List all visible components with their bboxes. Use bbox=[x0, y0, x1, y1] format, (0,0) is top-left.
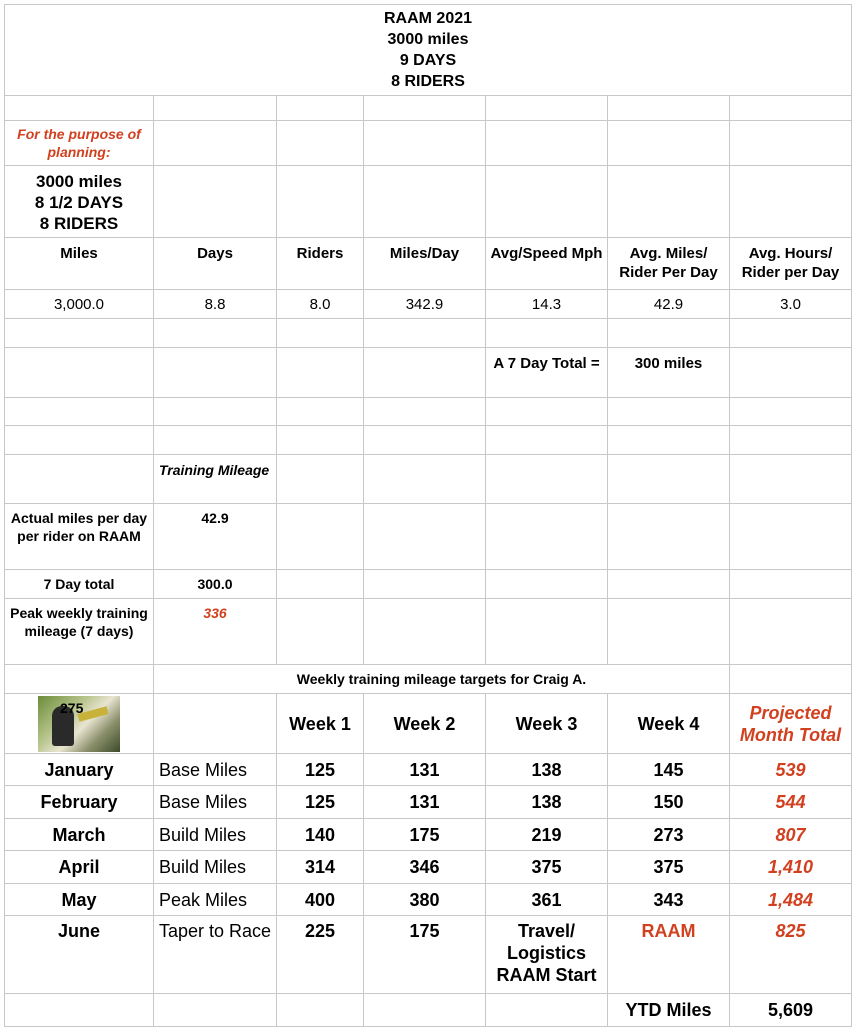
empty-cell bbox=[730, 599, 852, 665]
title-cell bbox=[5, 5, 852, 96]
empty-cell bbox=[364, 398, 486, 426]
month-total: 1,484 bbox=[730, 884, 852, 916]
month-label: January bbox=[5, 754, 154, 786]
empty-cell bbox=[486, 96, 608, 121]
empty-cell bbox=[486, 570, 608, 599]
week-value: 400 bbox=[277, 884, 364, 916]
empty-cell bbox=[5, 426, 154, 455]
empty-cell bbox=[364, 994, 486, 1027]
training-header: Training Mileage bbox=[154, 455, 277, 504]
month-label: April bbox=[5, 851, 154, 884]
month-label: May bbox=[5, 884, 154, 916]
summary-header: Avg. Hours/ Rider per Day bbox=[730, 238, 852, 290]
week-header: Week 3 bbox=[486, 694, 608, 754]
month-label: February bbox=[5, 786, 154, 819]
empty-cell bbox=[277, 121, 364, 166]
week-value: 138 bbox=[486, 786, 608, 819]
summary-header: Days bbox=[154, 238, 277, 290]
summary-header: Riders bbox=[277, 238, 364, 290]
empty-cell bbox=[277, 455, 364, 504]
empty-cell bbox=[5, 319, 154, 348]
planning-summary bbox=[5, 166, 154, 238]
title-line: RAAM 2021 bbox=[383, 10, 473, 27]
empty-cell bbox=[154, 348, 277, 398]
week-value: 346 bbox=[364, 851, 486, 884]
empty-cell bbox=[154, 96, 277, 121]
empty-cell bbox=[486, 504, 608, 570]
empty-cell bbox=[277, 504, 364, 570]
month-total: 825 bbox=[730, 916, 852, 994]
week-value: 314 bbox=[277, 851, 364, 884]
month-label: June bbox=[5, 916, 154, 994]
week-value: 125 bbox=[277, 754, 364, 786]
empty-cell bbox=[730, 121, 852, 166]
month-total: 1,410 bbox=[730, 851, 852, 884]
empty-cell bbox=[486, 455, 608, 504]
summary-value: 42.9 bbox=[608, 290, 730, 319]
empty-cell bbox=[486, 994, 608, 1027]
empty-cell bbox=[154, 426, 277, 455]
empty-cell bbox=[608, 570, 730, 599]
empty-cell bbox=[608, 426, 730, 455]
empty-cell bbox=[608, 166, 730, 238]
empty-cell bbox=[730, 455, 852, 504]
empty-cell bbox=[486, 599, 608, 665]
empty-cell bbox=[5, 398, 154, 426]
summary-value: 3,000.0 bbox=[5, 290, 154, 319]
empty-cell bbox=[5, 455, 154, 504]
week-header: Week 2 bbox=[364, 694, 486, 754]
spreadsheet bbox=[4, 4, 852, 1027]
week-value: Travel/ Logistics RAAM Start bbox=[486, 916, 608, 994]
empty-cell bbox=[486, 121, 608, 166]
summary-header: Avg. Miles/ Rider Per Day bbox=[608, 238, 730, 290]
month-label: March bbox=[5, 819, 154, 851]
empty-cell bbox=[364, 348, 486, 398]
photo-number: 275 bbox=[60, 699, 84, 716]
summary-header: Avg/Speed Mph bbox=[486, 238, 608, 290]
summary-value: 3.0 bbox=[730, 290, 852, 319]
empty-cell bbox=[154, 319, 277, 348]
phase-label: Base Miles bbox=[154, 786, 277, 819]
photo-cell bbox=[5, 694, 154, 754]
empty-cell bbox=[154, 694, 277, 754]
summary-value: 342.9 bbox=[364, 290, 486, 319]
phase-label: Build Miles bbox=[154, 851, 277, 884]
empty-cell bbox=[608, 319, 730, 348]
empty-cell bbox=[364, 166, 486, 238]
month-total: 807 bbox=[730, 819, 852, 851]
empty-cell bbox=[277, 994, 364, 1027]
week-value: 145 bbox=[608, 754, 730, 786]
empty-cell bbox=[364, 319, 486, 348]
planning-line: 8 1/2 DAYS bbox=[34, 193, 124, 212]
summary-header: Miles/Day bbox=[364, 238, 486, 290]
empty-cell bbox=[277, 398, 364, 426]
week-value: 131 bbox=[364, 754, 486, 786]
empty-cell bbox=[730, 665, 852, 694]
planning-line: 3000 miles bbox=[35, 172, 122, 191]
empty-cell bbox=[277, 426, 364, 455]
empty-cell bbox=[277, 166, 364, 238]
training-value: 300.0 bbox=[154, 570, 277, 599]
week-value: 125 bbox=[277, 786, 364, 819]
week-value: 375 bbox=[486, 851, 608, 884]
summary-value: 8.0 bbox=[277, 290, 364, 319]
seven-day-value: 300 miles bbox=[608, 348, 730, 398]
empty-cell bbox=[5, 665, 154, 694]
week-value: 140 bbox=[277, 819, 364, 851]
training-plan-table bbox=[4, 4, 852, 1027]
empty-cell bbox=[608, 504, 730, 570]
empty-cell bbox=[730, 398, 852, 426]
empty-cell bbox=[154, 398, 277, 426]
empty-cell bbox=[608, 398, 730, 426]
empty-cell bbox=[486, 166, 608, 238]
week-value: 219 bbox=[486, 819, 608, 851]
empty-cell bbox=[486, 319, 608, 348]
empty-cell bbox=[277, 96, 364, 121]
week-value: 131 bbox=[364, 786, 486, 819]
phase-label: Taper to Race bbox=[154, 916, 277, 994]
empty-cell bbox=[486, 426, 608, 455]
empty-cell bbox=[608, 599, 730, 665]
empty-cell bbox=[277, 570, 364, 599]
empty-cell bbox=[730, 426, 852, 455]
phase-label: Base Miles bbox=[154, 754, 277, 786]
empty-cell bbox=[364, 570, 486, 599]
empty-cell bbox=[364, 121, 486, 166]
month-total: 539 bbox=[730, 754, 852, 786]
ytd-value: 5,609 bbox=[730, 994, 852, 1027]
empty-cell bbox=[277, 599, 364, 665]
week-value: 361 bbox=[486, 884, 608, 916]
title-line: 3000 miles bbox=[387, 31, 469, 48]
seven-day-label: A 7 Day Total = bbox=[486, 348, 608, 398]
week-value: 380 bbox=[364, 884, 486, 916]
week-value: 273 bbox=[608, 819, 730, 851]
training-label: 7 Day total bbox=[5, 570, 154, 599]
ytd-label: YTD Miles bbox=[608, 994, 730, 1027]
summary-value: 14.3 bbox=[486, 290, 608, 319]
week-value: 175 bbox=[364, 916, 486, 994]
training-label: Peak weekly training mileage (7 days) bbox=[5, 599, 154, 665]
empty-cell bbox=[730, 319, 852, 348]
empty-cell bbox=[154, 166, 277, 238]
empty-cell bbox=[277, 348, 364, 398]
planning-line: 8 RIDERS bbox=[39, 214, 119, 233]
empty-cell bbox=[5, 96, 154, 121]
training-label: Actual miles per day per rider on RAAM bbox=[5, 504, 154, 570]
empty-cell bbox=[730, 166, 852, 238]
month-total: 544 bbox=[730, 786, 852, 819]
empty-cell bbox=[364, 96, 486, 121]
empty-cell bbox=[364, 599, 486, 665]
week-value: 375 bbox=[608, 851, 730, 884]
summary-value: 8.8 bbox=[154, 290, 277, 319]
planning-note: For the purpose of planning: bbox=[5, 121, 154, 166]
weekly-caption: Weekly training mileage targets for Craig A. bbox=[154, 665, 730, 694]
empty-cell bbox=[364, 455, 486, 504]
empty-cell bbox=[730, 570, 852, 599]
empty-cell bbox=[486, 398, 608, 426]
week-value: 175 bbox=[364, 819, 486, 851]
training-value: 42.9 bbox=[154, 504, 277, 570]
total-header: Projected Month Total bbox=[730, 694, 852, 754]
rider-photo bbox=[38, 696, 120, 752]
phase-label: Peak Miles bbox=[154, 884, 277, 916]
summary-header: Miles bbox=[5, 238, 154, 290]
empty-cell bbox=[154, 994, 277, 1027]
empty-cell bbox=[608, 96, 730, 121]
training-value: 336 bbox=[154, 599, 277, 665]
week-value: 225 bbox=[277, 916, 364, 994]
empty-cell bbox=[154, 121, 277, 166]
empty-cell bbox=[730, 96, 852, 121]
week-header: Week 1 bbox=[277, 694, 364, 754]
empty-cell bbox=[730, 504, 852, 570]
empty-cell bbox=[364, 504, 486, 570]
title-line: 9 DAYS bbox=[399, 52, 457, 69]
empty-cell bbox=[277, 319, 364, 348]
week-value: RAAM bbox=[608, 916, 730, 994]
empty-cell bbox=[730, 348, 852, 398]
title-line: 8 RIDERS bbox=[391, 73, 465, 90]
empty-cell bbox=[608, 455, 730, 504]
empty-cell bbox=[5, 994, 154, 1027]
week-header: Week 4 bbox=[608, 694, 730, 754]
week-value: 150 bbox=[608, 786, 730, 819]
phase-label: Build Miles bbox=[154, 819, 277, 851]
empty-cell bbox=[364, 426, 486, 455]
empty-cell bbox=[608, 121, 730, 166]
empty-cell bbox=[5, 348, 154, 398]
week-value: 343 bbox=[608, 884, 730, 916]
week-value: 138 bbox=[486, 754, 608, 786]
